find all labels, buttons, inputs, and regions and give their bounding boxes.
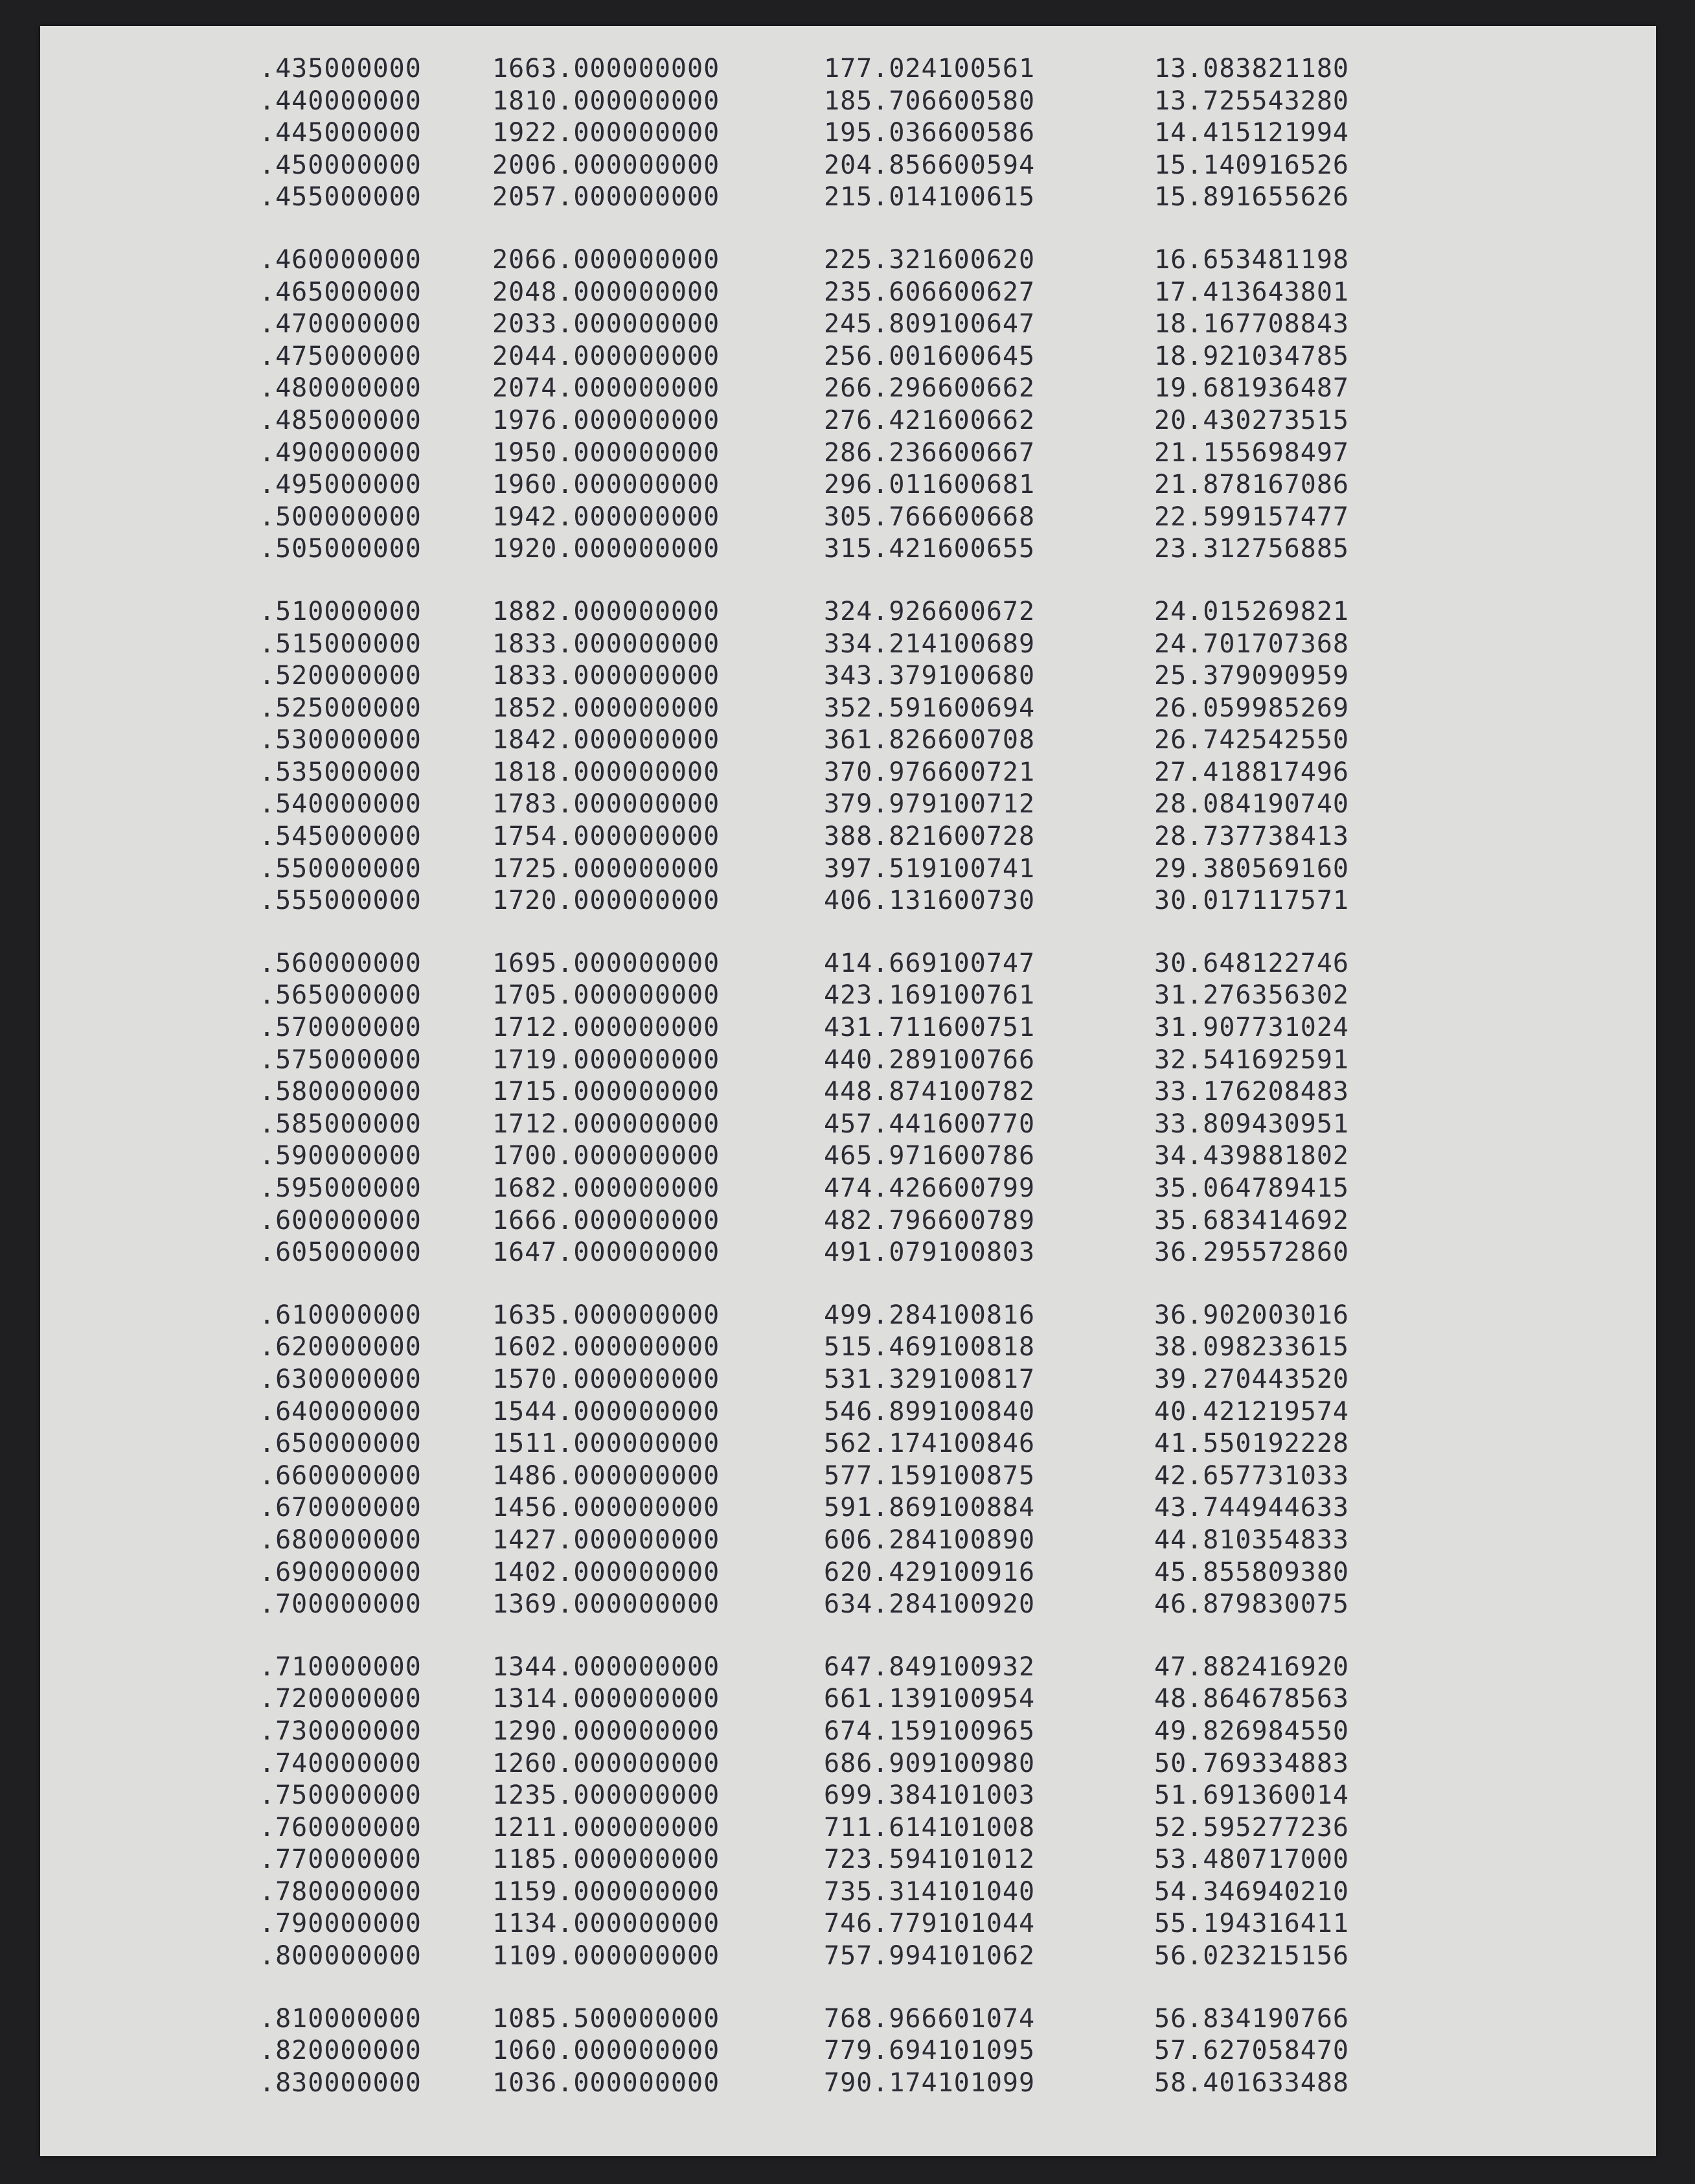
table-cell-col-3: 546.899100840 — [824, 1396, 1036, 1427]
table-cell-col-4: 26.059985269 — [1154, 693, 1349, 723]
data-table — [222, 53, 1420, 2130]
table-row — [222, 628, 1420, 661]
table-cell-col-3: 225.321600620 — [824, 244, 1036, 275]
table-cell-col-4: 13.725543280 — [1154, 86, 1349, 116]
table-cell-col-2: 1810.000000000 — [492, 86, 720, 116]
table-row — [222, 1812, 1420, 1845]
table-row — [222, 1748, 1420, 1780]
table-cell-col-3: 334.214100689 — [824, 628, 1036, 659]
table-cell-col-3: 305.766600668 — [824, 501, 1036, 532]
table-cell-col-1: .770000000 — [259, 1845, 422, 1875]
table-cell-col-4: 22.599157477 — [1154, 501, 1349, 532]
table-row — [222, 277, 1420, 309]
table-cell-col-2: 2006.000000000 — [492, 150, 720, 180]
table-cell-col-4: 48.864678563 — [1154, 1684, 1349, 1714]
table-cell-col-2: 1427.000000000 — [492, 1524, 720, 1555]
table-row — [222, 1651, 1420, 1684]
table-cell-col-2: 2057.000000000 — [492, 182, 720, 213]
table-cell-col-4: 36.902003016 — [1154, 1300, 1349, 1330]
table-row — [222, 86, 1420, 118]
table-cell-col-3: 491.079100803 — [824, 1237, 1036, 1268]
table-cell-col-3: 779.694101095 — [824, 2036, 1036, 2066]
table-cell-col-3: 661.139100954 — [824, 1684, 1036, 1714]
table-cell-col-1: .455000000 — [259, 182, 422, 213]
table-cell-col-4: 18.921034785 — [1154, 341, 1349, 371]
table-row — [222, 437, 1420, 470]
table-cell-col-1: .450000000 — [259, 150, 422, 180]
table-cell-col-3: 577.159100875 — [824, 1460, 1036, 1491]
table-cell-col-4: 46.879830075 — [1154, 1589, 1349, 1620]
table-row — [222, 1237, 1420, 1269]
table-cell-col-1: .730000000 — [259, 1716, 422, 1746]
table-cell-col-2: 2033.000000000 — [492, 309, 720, 339]
table-row — [222, 948, 1420, 980]
table-cell-col-1: .435000000 — [259, 54, 422, 84]
table-cell-col-1: .595000000 — [259, 1173, 422, 1203]
table-cell-col-1: .660000000 — [259, 1460, 422, 1491]
table-cell-col-1: .545000000 — [259, 822, 422, 852]
table-row — [222, 150, 1420, 182]
table-cell-col-3: 606.284100890 — [824, 1524, 1036, 1555]
table-cell-col-2: 1369.000000000 — [492, 1589, 720, 1620]
table-cell-col-1: .585000000 — [259, 1109, 422, 1139]
table-cell-col-2: 1842.000000000 — [492, 725, 720, 755]
table-cell-col-3: 699.384101003 — [824, 1780, 1036, 1811]
table-cell-col-1: .495000000 — [259, 470, 422, 500]
table-row — [222, 2067, 1420, 2100]
table-row — [222, 2035, 1420, 2067]
table-row — [222, 244, 1420, 277]
table-cell-col-3: 474.426600799 — [824, 1173, 1036, 1203]
table-cell-col-4: 40.421219574 — [1154, 1396, 1349, 1427]
row-group — [222, 948, 1420, 1269]
table-cell-col-2: 1602.000000000 — [492, 1332, 720, 1362]
table-cell-col-3: 315.421600655 — [824, 534, 1036, 564]
table-cell-col-4: 26.742542550 — [1154, 725, 1349, 755]
table-cell-col-4: 25.379090959 — [1154, 661, 1349, 691]
table-cell-col-1: .610000000 — [259, 1300, 422, 1330]
table-cell-col-2: 1085.500000000 — [492, 2003, 720, 2034]
table-cell-col-3: 177.024100561 — [824, 54, 1036, 84]
table-cell-col-4: 49.826984550 — [1154, 1716, 1349, 1746]
table-cell-col-2: 1715.000000000 — [492, 1077, 720, 1107]
table-cell-col-2: 1882.000000000 — [492, 596, 720, 626]
table-row — [222, 373, 1420, 405]
table-cell-col-3: 531.329100817 — [824, 1364, 1036, 1394]
table-cell-col-1: .750000000 — [259, 1780, 422, 1811]
table-cell-col-1: .475000000 — [259, 341, 422, 371]
table-row — [222, 533, 1420, 566]
table-row — [222, 1331, 1420, 1364]
table-cell-col-2: 1314.000000000 — [492, 1684, 720, 1714]
table-cell-col-2: 1960.000000000 — [492, 470, 720, 500]
table-row — [222, 1460, 1420, 1493]
table-cell-col-2: 1511.000000000 — [492, 1429, 720, 1459]
table-cell-col-2: 1344.000000000 — [492, 1651, 720, 1682]
table-cell-col-3: 397.519100741 — [824, 853, 1036, 884]
table-row — [222, 1876, 1420, 1909]
table-cell-col-1: .540000000 — [259, 789, 422, 820]
table-cell-col-1: .650000000 — [259, 1429, 422, 1459]
table-row — [222, 1396, 1420, 1429]
row-group — [222, 1651, 1420, 1973]
table-cell-col-2: 1695.000000000 — [492, 948, 720, 978]
table-cell-col-1: .830000000 — [259, 2067, 422, 2098]
table-cell-col-2: 2044.000000000 — [492, 341, 720, 371]
table-cell-col-2: 1682.000000000 — [492, 1173, 720, 1203]
table-cell-col-3: 266.296600662 — [824, 373, 1036, 404]
table-cell-col-2: 1783.000000000 — [492, 789, 720, 820]
table-row — [222, 724, 1420, 757]
table-cell-col-4: 30.648122746 — [1154, 948, 1349, 978]
table-cell-col-1: .575000000 — [259, 1044, 422, 1075]
table-cell-col-1: .810000000 — [259, 2003, 422, 2034]
table-cell-col-2: 1663.000000000 — [492, 54, 720, 84]
table-row — [222, 341, 1420, 373]
table-row — [222, 1492, 1420, 1524]
table-row — [222, 1908, 1420, 1940]
table-cell-col-4: 31.907731024 — [1154, 1013, 1349, 1043]
table-cell-col-3: 256.001600645 — [824, 341, 1036, 371]
table-cell-col-4: 28.084190740 — [1154, 789, 1349, 820]
table-cell-col-3: 591.869100884 — [824, 1493, 1036, 1523]
table-cell-col-4: 30.017117571 — [1154, 886, 1349, 916]
table-cell-col-3: 235.606600627 — [824, 277, 1036, 307]
table-cell-col-1: .700000000 — [259, 1589, 422, 1620]
table-cell-col-3: 746.779101044 — [824, 1909, 1036, 1939]
table-cell-col-4: 58.401633488 — [1154, 2067, 1349, 2098]
table-cell-col-3: 634.284100920 — [824, 1589, 1036, 1620]
table-row — [222, 1940, 1420, 1973]
table-row — [222, 1364, 1420, 1396]
table-cell-col-4: 27.418817496 — [1154, 757, 1349, 787]
table-cell-col-1: .555000000 — [259, 886, 422, 916]
table-cell-col-3: 195.036600586 — [824, 118, 1036, 148]
table-cell-col-3: 324.926600672 — [824, 596, 1036, 626]
table-row — [222, 1716, 1420, 1748]
table-cell-col-1: .490000000 — [259, 437, 422, 468]
table-cell-col-4: 33.809430951 — [1154, 1109, 1349, 1139]
table-cell-col-1: .530000000 — [259, 725, 422, 755]
table-cell-col-4: 56.834190766 — [1154, 2003, 1349, 2034]
table-cell-col-3: 686.909100980 — [824, 1748, 1036, 1778]
table-cell-col-1: .605000000 — [259, 1237, 422, 1268]
table-cell-col-3: 245.809100647 — [824, 309, 1036, 339]
table-cell-col-2: 1725.000000000 — [492, 853, 720, 884]
table-cell-col-1: .600000000 — [259, 1205, 422, 1236]
table-row — [222, 1205, 1420, 1237]
table-row — [222, 181, 1420, 214]
table-cell-col-2: 1647.000000000 — [492, 1237, 720, 1268]
table-row — [222, 821, 1420, 853]
table-row — [222, 757, 1420, 789]
table-cell-col-1: .570000000 — [259, 1013, 422, 1043]
table-cell-col-4: 15.891655626 — [1154, 182, 1349, 213]
table-row — [222, 1109, 1420, 1141]
row-group — [222, 1300, 1420, 1621]
table-row — [222, 693, 1420, 725]
table-cell-col-4: 34.439881802 — [1154, 1141, 1349, 1171]
table-row — [222, 1012, 1420, 1044]
table-cell-col-3: 768.966601074 — [824, 2003, 1036, 2034]
table-cell-col-1: .440000000 — [259, 86, 422, 116]
table-row — [222, 405, 1420, 437]
table-cell-col-4: 31.276356302 — [1154, 980, 1349, 1011]
table-cell-col-4: 15.140916526 — [1154, 150, 1349, 180]
table-cell-col-2: 1486.000000000 — [492, 1460, 720, 1491]
table-cell-col-3: 647.849100932 — [824, 1651, 1036, 1682]
table-cell-col-3: 515.469100818 — [824, 1332, 1036, 1362]
table-cell-col-2: 1635.000000000 — [492, 1300, 720, 1330]
table-cell-col-3: 431.711600751 — [824, 1013, 1036, 1043]
table-cell-col-1: .470000000 — [259, 309, 422, 339]
table-row — [222, 1557, 1420, 1589]
table-cell-col-2: 1720.000000000 — [492, 886, 720, 916]
table-cell-col-1: .505000000 — [259, 534, 422, 564]
table-cell-col-3: 711.614101008 — [824, 1812, 1036, 1843]
table-cell-col-2: 1134.000000000 — [492, 1909, 720, 1939]
table-cell-col-4: 13.083821180 — [1154, 54, 1349, 84]
table-cell-col-2: 1976.000000000 — [492, 405, 720, 435]
table-cell-col-4: 47.882416920 — [1154, 1651, 1349, 1682]
table-cell-col-2: 1235.000000000 — [492, 1780, 720, 1811]
table-cell-col-2: 1922.000000000 — [492, 118, 720, 148]
table-cell-col-3: 440.289100766 — [824, 1044, 1036, 1075]
table-cell-col-1: .465000000 — [259, 277, 422, 307]
table-cell-col-2: 1211.000000000 — [492, 1812, 720, 1843]
table-cell-col-1: .480000000 — [259, 373, 422, 404]
table-cell-col-2: 1852.000000000 — [492, 693, 720, 723]
table-row — [222, 885, 1420, 917]
table-cell-col-1: .620000000 — [259, 1332, 422, 1362]
table-cell-col-3: 370.976600721 — [824, 757, 1036, 787]
table-cell-col-3: 723.594101012 — [824, 1845, 1036, 1875]
table-cell-col-3: 457.441600770 — [824, 1109, 1036, 1139]
row-group — [222, 2003, 1420, 2100]
table-cell-col-4: 36.295572860 — [1154, 1237, 1349, 1268]
table-cell-col-4: 18.167708843 — [1154, 309, 1349, 339]
table-cell-col-4: 38.098233615 — [1154, 1332, 1349, 1362]
table-cell-col-1: .460000000 — [259, 244, 422, 275]
table-cell-col-2: 1712.000000000 — [492, 1109, 720, 1139]
table-cell-col-2: 2066.000000000 — [492, 244, 720, 275]
table-cell-col-2: 1185.000000000 — [492, 1845, 720, 1875]
table-cell-col-4: 23.312756885 — [1154, 534, 1349, 564]
table-cell-col-1: .445000000 — [259, 118, 422, 148]
table-cell-col-4: 54.346940210 — [1154, 1876, 1349, 1907]
table-row — [222, 1076, 1420, 1109]
table-cell-col-2: 1833.000000000 — [492, 628, 720, 659]
table-row — [222, 788, 1420, 821]
table-row — [222, 853, 1420, 886]
table-cell-col-4: 19.681936487 — [1154, 373, 1349, 404]
table-cell-col-2: 1456.000000000 — [492, 1493, 720, 1523]
table-cell-col-4: 21.155698497 — [1154, 437, 1349, 468]
table-cell-col-2: 1754.000000000 — [492, 822, 720, 852]
table-cell-col-4: 16.653481198 — [1154, 244, 1349, 275]
table-cell-col-1: .710000000 — [259, 1651, 422, 1682]
table-cell-col-4: 55.194316411 — [1154, 1909, 1349, 1939]
table-cell-col-3: 406.131600730 — [824, 886, 1036, 916]
table-cell-col-4: 43.744944633 — [1154, 1493, 1349, 1523]
table-row — [222, 1300, 1420, 1332]
table-cell-col-2: 1666.000000000 — [492, 1205, 720, 1236]
table-row — [222, 1428, 1420, 1460]
table-cell-col-4: 17.413643801 — [1154, 277, 1349, 307]
table-cell-col-1: .740000000 — [259, 1748, 422, 1778]
table-row — [222, 1044, 1420, 1077]
table-cell-col-4: 39.270443520 — [1154, 1364, 1349, 1394]
table-cell-col-4: 24.015269821 — [1154, 596, 1349, 626]
table-cell-col-3: 343.379100680 — [824, 661, 1036, 691]
table-cell-col-3: 735.314101040 — [824, 1876, 1036, 1907]
table-cell-col-4: 44.810354833 — [1154, 1524, 1349, 1555]
table-cell-col-3: 414.669100747 — [824, 948, 1036, 978]
table-cell-col-1: .680000000 — [259, 1524, 422, 1555]
table-cell-col-2: 2074.000000000 — [492, 373, 720, 404]
table-cell-col-1: .510000000 — [259, 596, 422, 626]
table-cell-col-3: 757.994101062 — [824, 1941, 1036, 1971]
table-cell-col-2: 1544.000000000 — [492, 1396, 720, 1427]
table-cell-col-1: .500000000 — [259, 501, 422, 532]
table-cell-col-4: 35.064789415 — [1154, 1173, 1349, 1203]
table-row — [222, 308, 1420, 341]
row-group — [222, 244, 1420, 566]
table-cell-col-2: 1833.000000000 — [492, 661, 720, 691]
table-cell-col-1: .560000000 — [259, 948, 422, 978]
table-cell-col-3: 465.971600786 — [824, 1141, 1036, 1171]
table-row — [222, 53, 1420, 86]
table-cell-col-4: 24.701707368 — [1154, 628, 1349, 659]
table-cell-col-2: 2048.000000000 — [492, 277, 720, 307]
table-cell-col-2: 1260.000000000 — [492, 1748, 720, 1778]
table-cell-col-1: .590000000 — [259, 1141, 422, 1171]
table-cell-col-1: .580000000 — [259, 1077, 422, 1107]
row-group — [222, 53, 1420, 214]
table-cell-col-4: 57.627058470 — [1154, 2036, 1349, 2066]
table-cell-col-3: 296.011600681 — [824, 470, 1036, 500]
table-cell-col-4: 41.550192228 — [1154, 1429, 1349, 1459]
table-cell-col-1: .800000000 — [259, 1941, 422, 1971]
table-cell-col-1: .485000000 — [259, 405, 422, 435]
table-cell-col-4: 45.855809380 — [1154, 1557, 1349, 1587]
table-cell-col-4: 56.023215156 — [1154, 1941, 1349, 1971]
table-cell-col-3: 185.706600580 — [824, 86, 1036, 116]
paper-sheet — [40, 26, 1656, 2156]
table-cell-col-3: 352.591600694 — [824, 693, 1036, 723]
table-cell-col-4: 50.769334883 — [1154, 1748, 1349, 1778]
table-cell-col-1: .525000000 — [259, 693, 422, 723]
table-cell-col-3: 379.979100712 — [824, 789, 1036, 820]
table-cell-col-4: 14.415121994 — [1154, 118, 1349, 148]
table-cell-col-1: .535000000 — [259, 757, 422, 787]
row-group — [222, 596, 1420, 917]
table-row — [222, 1844, 1420, 1876]
table-cell-col-4: 42.657731033 — [1154, 1460, 1349, 1491]
table-row — [222, 1140, 1420, 1173]
table-cell-col-3: 562.174100846 — [824, 1429, 1036, 1459]
table-cell-col-2: 1942.000000000 — [492, 501, 720, 532]
table-cell-col-2: 1818.000000000 — [492, 757, 720, 787]
table-cell-col-1: .820000000 — [259, 2036, 422, 2066]
table-cell-col-2: 1060.000000000 — [492, 2036, 720, 2066]
table-row — [222, 1780, 1420, 1812]
table-cell-col-4: 53.480717000 — [1154, 1845, 1349, 1875]
table-cell-col-2: 1570.000000000 — [492, 1364, 720, 1394]
table-row — [222, 1173, 1420, 1205]
table-cell-col-2: 1159.000000000 — [492, 1876, 720, 1907]
table-cell-col-3: 482.796600789 — [824, 1205, 1036, 1236]
table-cell-col-3: 286.236600667 — [824, 437, 1036, 468]
table-cell-col-3: 423.169100761 — [824, 980, 1036, 1011]
table-cell-col-2: 1700.000000000 — [492, 1141, 720, 1171]
table-cell-col-1: .565000000 — [259, 980, 422, 1011]
table-cell-col-1: .630000000 — [259, 1364, 422, 1394]
table-cell-col-1: .760000000 — [259, 1812, 422, 1843]
table-cell-col-3: 499.284100816 — [824, 1300, 1036, 1330]
table-cell-col-1: .790000000 — [259, 1909, 422, 1939]
table-cell-col-4: 29.380569160 — [1154, 853, 1349, 884]
table-cell-col-2: 1920.000000000 — [492, 534, 720, 564]
table-row — [222, 501, 1420, 534]
table-cell-col-3: 215.014100615 — [824, 182, 1036, 213]
table-cell-col-3: 361.826600708 — [824, 725, 1036, 755]
table-cell-col-3: 276.421600662 — [824, 405, 1036, 435]
table-cell-col-1: .520000000 — [259, 661, 422, 691]
table-cell-col-4: 35.683414692 — [1154, 1205, 1349, 1236]
table-cell-col-3: 204.856600594 — [824, 150, 1036, 180]
table-row — [222, 660, 1420, 693]
table-cell-col-2: 1036.000000000 — [492, 2067, 720, 2098]
table-cell-col-4: 51.691360014 — [1154, 1780, 1349, 1811]
table-cell-col-4: 20.430273515 — [1154, 405, 1349, 435]
table-cell-col-1: .780000000 — [259, 1876, 422, 1907]
table-row — [222, 469, 1420, 501]
table-row — [222, 1589, 1420, 1621]
table-cell-col-3: 388.821600728 — [824, 822, 1036, 852]
table-cell-col-4: 32.541692591 — [1154, 1044, 1349, 1075]
table-cell-col-2: 1109.000000000 — [492, 1941, 720, 1971]
table-cell-col-4: 28.737738413 — [1154, 822, 1349, 852]
table-cell-col-2: 1719.000000000 — [492, 1044, 720, 1075]
table-cell-col-2: 1712.000000000 — [492, 1013, 720, 1043]
table-row — [222, 1683, 1420, 1716]
table-row — [222, 596, 1420, 628]
table-row — [222, 980, 1420, 1012]
table-cell-col-4: 52.595277236 — [1154, 1812, 1349, 1843]
table-cell-col-2: 1705.000000000 — [492, 980, 720, 1011]
table-cell-col-3: 620.429100916 — [824, 1557, 1036, 1587]
table-row — [222, 1524, 1420, 1557]
table-cell-col-1: .670000000 — [259, 1493, 422, 1523]
table-cell-col-4: 21.878167086 — [1154, 470, 1349, 500]
table-cell-col-2: 1290.000000000 — [492, 1716, 720, 1746]
table-cell-col-2: 1950.000000000 — [492, 437, 720, 468]
table-cell-col-1: .720000000 — [259, 1684, 422, 1714]
table-row — [222, 117, 1420, 150]
table-cell-col-3: 674.159100965 — [824, 1716, 1036, 1746]
table-cell-col-2: 1402.000000000 — [492, 1557, 720, 1587]
table-cell-col-3: 448.874100782 — [824, 1077, 1036, 1107]
table-cell-col-4: 33.176208483 — [1154, 1077, 1349, 1107]
table-row — [222, 2003, 1420, 2036]
table-cell-col-1: .640000000 — [259, 1396, 422, 1427]
table-cell-col-3: 790.174101099 — [824, 2067, 1036, 2098]
table-cell-col-1: .550000000 — [259, 853, 422, 884]
table-cell-col-1: .690000000 — [259, 1557, 422, 1587]
table-cell-col-1: .515000000 — [259, 628, 422, 659]
